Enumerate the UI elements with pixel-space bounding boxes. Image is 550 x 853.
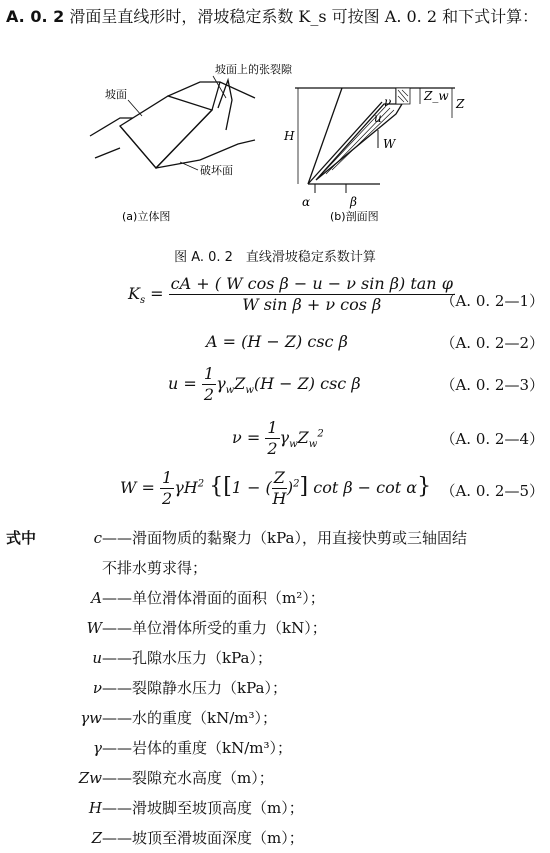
definitions-lead: 式中 [6,529,37,547]
symbol-u: u [374,111,382,125]
definition-symbol: H [88,799,102,817]
definition-text: ——坡顶至滑坡面深度（m）； [102,829,304,847]
definition-text: ——裂隙静水压力（kPa）； [102,679,287,697]
definition-text: ——水的重度（kN/m³）； [102,709,278,727]
label-failure-plane: 破坏面 [200,164,233,177]
figure-caption: 图 A. 0. 2 直线滑坡稳定系数计算 [174,250,376,265]
definition-symbol: Z [91,829,102,847]
definition-text: ——滑坡脚至坡顶高度（m）； [102,799,304,817]
symbol-beta: β [350,195,357,209]
symbol-H: H [284,129,295,143]
intro-paragraph [6,4,546,30]
symbol-v: ν [384,95,392,109]
equation-4-number: （A. 0. 2—4） [440,430,544,448]
definition-symbol: c [93,529,102,547]
definition-row [6,613,546,643]
label-slope-face: 坡面 [105,88,127,101]
definition-text: ——岩体的重度（kN/m³）； [102,739,293,757]
definition-row [6,643,546,673]
definition-text: ——单位滑体滑面的面积（m²）； [102,589,325,607]
definition-row [6,553,546,583]
definition-row [6,823,546,853]
definition-row [6,793,546,823]
symbol-definitions [6,523,546,853]
definition-row [6,583,546,613]
equation-1: $K_s$ = $\frac{\text{cA + ( W cos β − u − ν sin β) tan φ}}{\text{W sin β + ν cos β}}$ [128,274,453,314]
equation-5: W = $\frac{1}{2}$ $\gamma H^2$ {[1 − ( $\frac{Z}{H}$ )$^2$] cot β − cot α} [120,468,432,508]
equation-5-number: （A. 0. 2—5） [440,482,544,500]
equation-1-number: （A. 0. 2—1） [440,292,544,310]
definition-symbol: A [91,589,102,607]
definition-row [6,733,546,763]
equation-2: A = (H − Z) csc β [206,332,348,351]
caption-b: (b)剖面图 [330,210,379,223]
equation-2-number: （A. 0. 2—2） [440,334,544,352]
definition-text: ——单位滑体所受的重力（kN）； [102,619,327,637]
intro-text: 滑面呈直线形时，滑坡稳定系数 K_s 可按图 A. 0. 2 和下式计算： [69,7,539,26]
definition-text: ——孔隙水压力（kPa）； [102,649,272,667]
definition-symbol: Zw [78,769,102,787]
definition-text: 不排水剪求得； [102,559,208,577]
definition-text: ——裂隙充水高度（m）； [102,769,274,787]
symbol-Z: Z [456,97,465,111]
figure-b-section [295,88,455,193]
symbol-W: W [383,137,396,151]
equation-3-number: （A. 0. 2—3） [440,376,544,394]
definition-symbol: u [92,649,102,667]
equation-3: u = $\frac{1}{2}$ $\gamma_wZ_w(H - Z)$ csc β [168,364,361,404]
symbol-Zw: Z_w [424,89,449,103]
definition-symbol: γ [93,739,102,757]
caption-a: (a)立体图 [122,210,171,223]
definition-row [6,703,546,733]
definition-row [6,673,546,703]
label-tension-crack: 坡面上的张裂隙 [215,63,292,76]
definition-symbol: W [86,619,102,637]
definition-symbol: ν [92,679,102,697]
figure-a02 [80,58,480,238]
definition-row [6,763,546,793]
definition-row [6,523,546,553]
figure-b-labels [283,89,465,223]
symbol-alpha: α [302,195,311,209]
definition-symbol: γw [80,709,102,727]
definition-text: ——滑面物质的黏聚力（kPa），用直接快剪或三轴固结 [102,529,467,547]
figure-a-labels [105,62,293,223]
section-number: A. 0. 2 [6,7,65,26]
equation-4: ν = $\frac{1}{2}$ $\gamma_wZ_w^2$ [232,418,324,458]
